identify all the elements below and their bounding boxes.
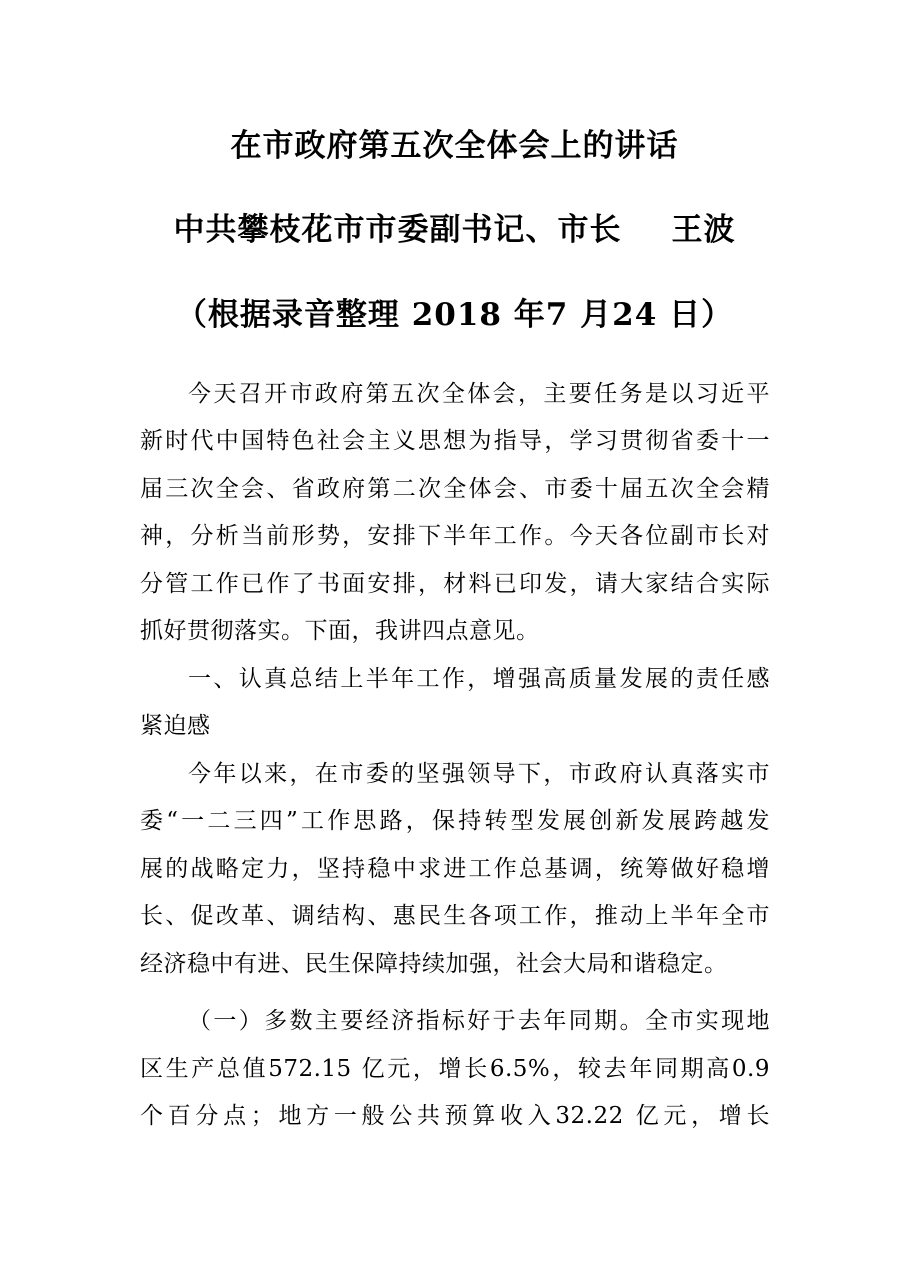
body-line: 展的战略定力，坚持稳中求进工作总基调，统筹做好稳增 (140, 856, 770, 882)
body-line: 今年以来，在市委的坚强领导下，市政府认真落实市 (188, 761, 770, 787)
document-title: 在市政府第五次全体会上的讲话 (230, 128, 679, 164)
body-line: 届三次全会、省政府第二次全体会、市委十届五次全会精 (140, 476, 770, 502)
body-line: 神，分析当前形势，安排下半年工作。今天各位副市长对 (140, 523, 770, 549)
speaker-line (0, 210, 909, 250)
body-line: （一）多数主要经济指标好于去年同期。全市实现地 (188, 1008, 770, 1034)
body-line: 长、促改革、调结构、惠民生各项工作，推动上半年全市 (140, 903, 770, 929)
speaker-name: 王波 (671, 212, 736, 248)
body-line: 一、认真总结上半年工作，增强高质量发展的责任感 (188, 666, 770, 692)
body-line: 抓好贯彻落实。下面，我讲四点意见。 (140, 618, 540, 644)
speaker-role: 中共攀枝花市市委副书记、市长 (173, 212, 622, 248)
body-line: 紧迫感 (140, 713, 211, 739)
body-line: 经济稳中有进、民生保障持续加强，社会大局和谐稳定。 (140, 951, 728, 977)
body-line: 今天召开市政府第五次全体会，主要任务是以习近平 (188, 381, 770, 407)
date-line: （根据录音整理 2018 年7 月24 日） (175, 297, 734, 333)
body-line: 新时代中国特色社会主义思想为指导，学习贯彻省委十一 (140, 428, 770, 454)
body-line: 分管工作已作了书面安排，材料已印发，请大家结合实际 (140, 571, 770, 597)
body-line: 委“一二三四”工作思路，保持转型发展创新发展跨越发 (140, 808, 770, 834)
body-line: 区生产总值572.15 亿元，增长6.5%，较去年同期高0.9 (140, 1056, 770, 1082)
body-line: 个百分点；地方一般公共预算收入32.22 亿元，增长 (140, 1103, 770, 1129)
